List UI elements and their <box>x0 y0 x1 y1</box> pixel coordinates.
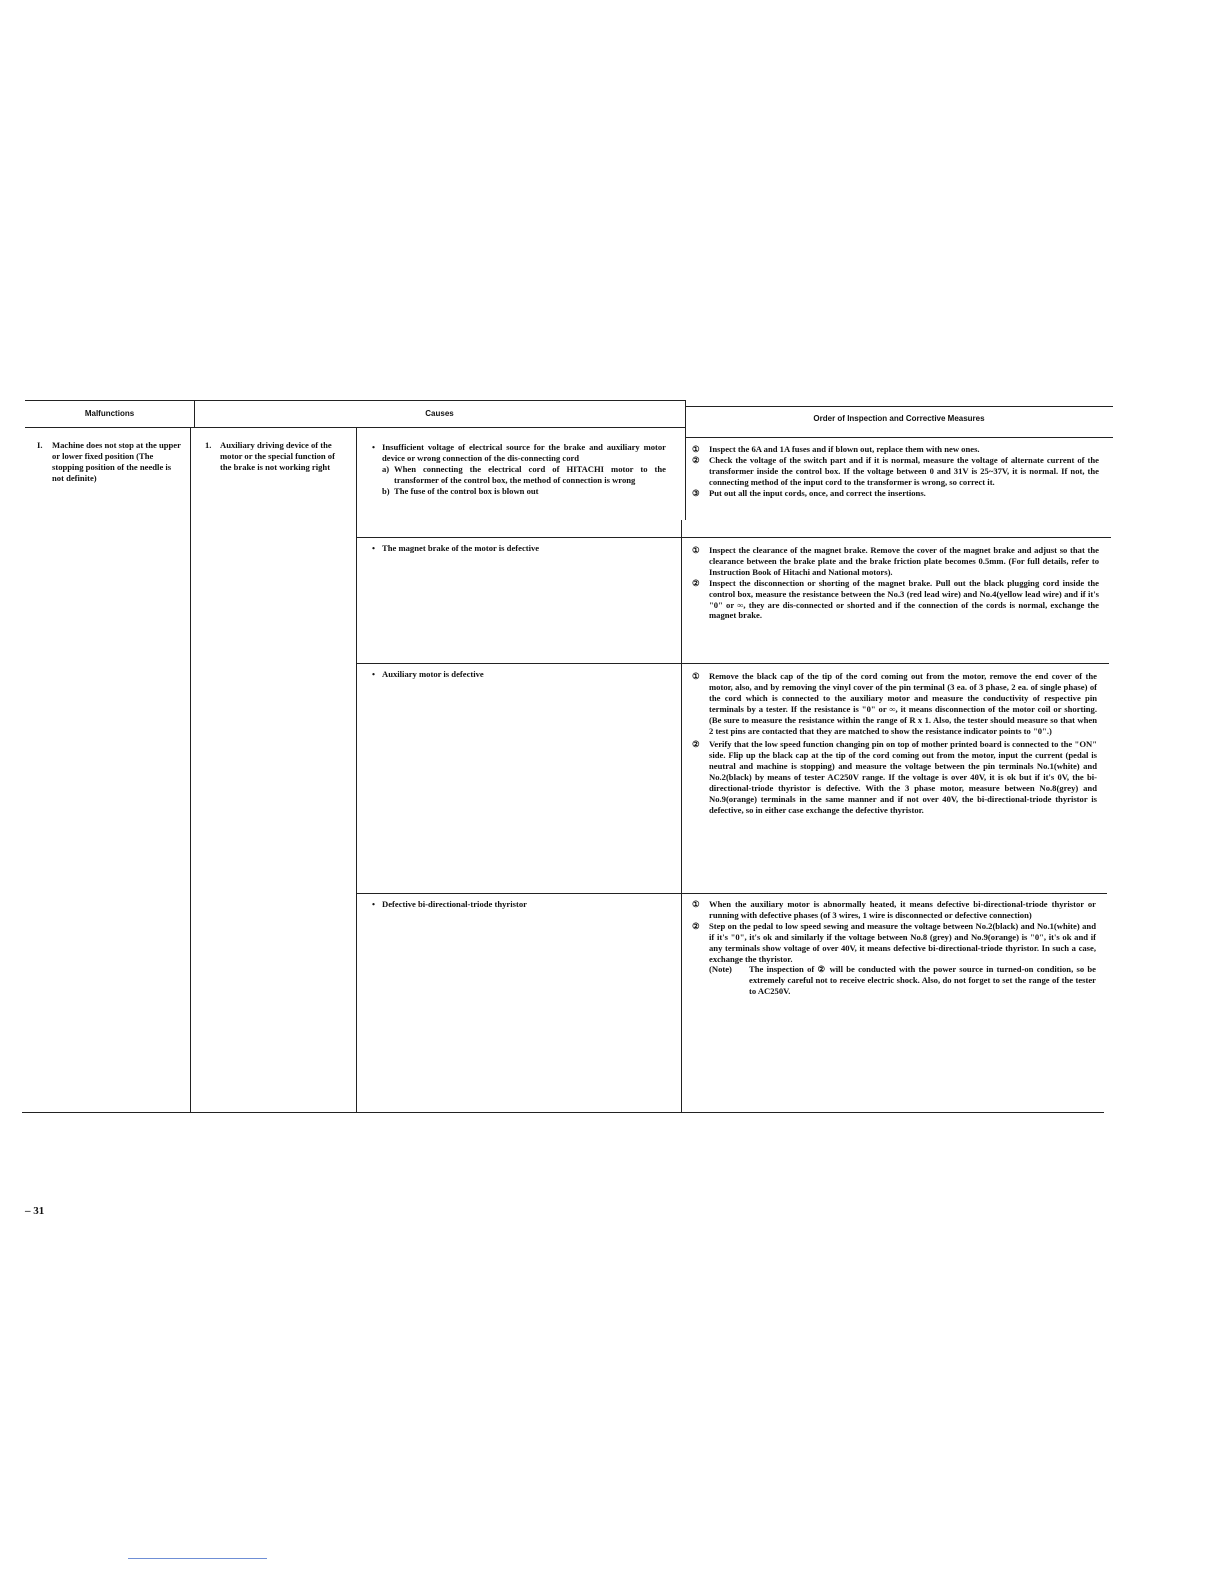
row-separator-1 <box>356 537 1111 538</box>
row-separator-2 <box>356 663 1109 664</box>
header-measures: Order of Inspection and Corrective Measures <box>813 414 985 423</box>
decorative-blue-line <box>128 1558 267 1559</box>
cause-1-text: Insufficient voltage of electrical source for the brake and auxiliary motor device or wrong connection of the dis-connecting cord <box>382 442 666 463</box>
measure-3-2-number: ② <box>692 739 700 750</box>
header-causes: Causes <box>425 409 454 418</box>
measure-2-2-text: Inspect the disconnection or shorting of the magnet brake. Pull out the black plugging cord inside the control box, measure the resistance between the No.3 (red lead wire) and No.4(yellow lead wire) and if it's "0" or ∞, they are dis-connected or shorted and if the connection of the cords is normal, exchange the magnet brake. <box>709 577 1099 621</box>
cause-3-bullet: • <box>372 669 376 679</box>
measure-1-1 <box>692 444 1099 455</box>
measures-2 <box>692 545 1099 621</box>
measure-4-1-number: ① <box>692 899 700 909</box>
measure-1-1-number: ① <box>692 444 700 454</box>
malfunction-entry <box>37 440 182 484</box>
cause-4-bullet: • <box>372 899 376 909</box>
measure-4-2-number: ② <box>692 920 700 931</box>
cause-1-sub-a-label: a) <box>382 463 390 474</box>
cause-2-text: The magnet brake of the motor is defective <box>382 543 540 553</box>
measure-3-1-text: Remove the black cap of the tip of the cord coming out from the motor, remove the end cover of the motor, also, and by removing the vinyl cover of the pin terminal (3 ea. of 3 phase, 2 ea. of single phase) of the cord which is connected to the auxiliary motor and measure the conductivity of respective pin terminals by a tester. If the resistance is "0" or ∞, it means disconnection of the motor coil or shorting. (Be sure to measure the resistance within the range of R x 1. Also, the tester should measure so that when 2 test pins are contacted that they are matched to show the resistance indicator points to "0".) <box>709 671 1097 736</box>
measure-1-1-text: Inspect the 6A and 1A fuses and if blown out, replace them with new ones. <box>709 444 980 454</box>
column-divider-3-low <box>681 520 682 1112</box>
measure-4-note <box>709 964 1096 997</box>
note-text: The inspection of ② will be conducted with the power source in turned-on condition, so be extremely careful not to receive electric shock. Also, do not forget to set the range of the tester to AC250V. <box>749 964 1096 997</box>
header-malfunctions: Malfunctions <box>84 409 135 418</box>
measure-1-2-text: Check the voltage of the switch part and if it is normal, measure the voltage of alternate current of the transformer inside the control box. If the voltage between 0 and 31V is 25~37V, it is normal. If not, the connecting method of the input cord to the transformer is wrong, so correct it. <box>709 454 1099 487</box>
table-bottom-rule <box>22 1112 1104 1113</box>
cause-1 <box>368 442 666 497</box>
primary-cause-entry <box>205 440 345 473</box>
cause-2-bullet: • <box>372 543 376 553</box>
table-top-rule-left <box>25 400 685 401</box>
note-label: (Note) <box>709 964 732 975</box>
measure-4-2 <box>692 921 1096 997</box>
measure-2-1-text: Inspect the clearance of the magnet brake. Remove the cover of the magnet brake and adjust so that the clearance between the brake plate and the brake friction plate becomes 0.5mm. (For full details, refer to Instruction Book of Hitachi and National motors). <box>709 545 1099 577</box>
column-divider-1-body <box>190 427 191 1112</box>
page-number: – 31 <box>25 1205 45 1217</box>
measure-3-2 <box>692 739 1097 815</box>
row-separator-3 <box>356 893 1107 894</box>
measure-2-2-number: ② <box>692 577 700 588</box>
table-top-rule-right <box>685 406 1113 407</box>
measure-1-3-number: ③ <box>692 487 700 498</box>
malfunction-number: I. <box>37 440 43 450</box>
cause-3-text: Auxiliary motor is defective <box>382 669 484 679</box>
cause-2 <box>368 543 666 554</box>
column-divider-2 <box>356 427 357 1112</box>
cause-1-sub-a <box>382 464 666 486</box>
measure-4-2-text: Step on the pedal to low speed sewing and measure the voltage between No.2(black) and No.1(white) and if it's "0", it's ok and similarly if the voltage between No.8 (grey) and No.9(orange) is "0", it's ok and if any terminals show voltage of over 40V, it means defective bi-directional-triode thyristor. In such a case, exchange the thyristor. <box>709 920 1096 964</box>
measure-4-1-text: When the auxiliary motor is abnormally heated, it means defective bi-directional-triode thyristor or running with defective phases (of 3 wires, 1 wire is disconnected or defective connection) <box>709 899 1096 920</box>
measure-3-1 <box>692 671 1097 736</box>
measure-2-1-number: ① <box>692 545 700 555</box>
measures-1 <box>692 444 1099 499</box>
measure-2-2 <box>692 578 1099 622</box>
measure-4-1 <box>692 899 1096 921</box>
measure-1-3-text: Put out all the input cords, once, and correct the insertions. <box>709 487 926 498</box>
cause-1-sub-b <box>382 486 666 497</box>
cause-4-text: Defective bi-directional-triode thyristor <box>382 899 527 909</box>
cause-1-sub-a-text: When connecting the electrical cord of HITACHI motor to the transformer of the control box, the method of connection is wrong <box>394 463 666 485</box>
primary-cause-number: 1. <box>205 440 212 450</box>
measure-2-1 <box>692 545 1099 578</box>
header-bottom-rule-left <box>25 427 685 428</box>
cause-3 <box>368 669 666 680</box>
measure-3-1-number: ① <box>692 671 700 681</box>
cause-4 <box>368 899 666 910</box>
measure-1-3 <box>692 488 1099 499</box>
measures-4 <box>692 899 1096 997</box>
primary-cause-text: Auxiliary driving device of the motor or the special function of the brake is not working right <box>220 440 335 472</box>
measure-1-2-number: ② <box>692 454 700 465</box>
measures-3 <box>692 671 1097 816</box>
header-bottom-rule-right <box>685 437 1113 438</box>
malfunction-text: Machine does not stop at the upper or lower fixed position (The stopping position of the needle is not definite) <box>52 440 181 483</box>
cause-1-sub-b-text: The fuse of the control box is blown out <box>394 485 539 496</box>
cause-1-sub-b-label: b) <box>382 485 390 496</box>
measure-3-2-text: Verify that the low speed function changing pin on top of mother printed board is connected to the "ON" side. Flip up the black cap at the tip of the cord coming out from the motor, input the current (pedal is neutral and machine is stopping) and measure the voltage between the pin terminals No.1(white) and No.2(black) by means of tester AC250V range. If the voltage is over 40V, it is ok but if it's 0V, the bi-directional-triode thyristor is defective. With the 3 phase motor, measure between No.8(grey) and No.9(orange) terminals in the same manner and if not over 40V, the bi-directional-triode thyristor is defective, so in either case exchange the defective thyristor. <box>709 739 1097 815</box>
measure-1-2 <box>692 455 1099 488</box>
cause-1-bullet: • <box>372 442 376 452</box>
